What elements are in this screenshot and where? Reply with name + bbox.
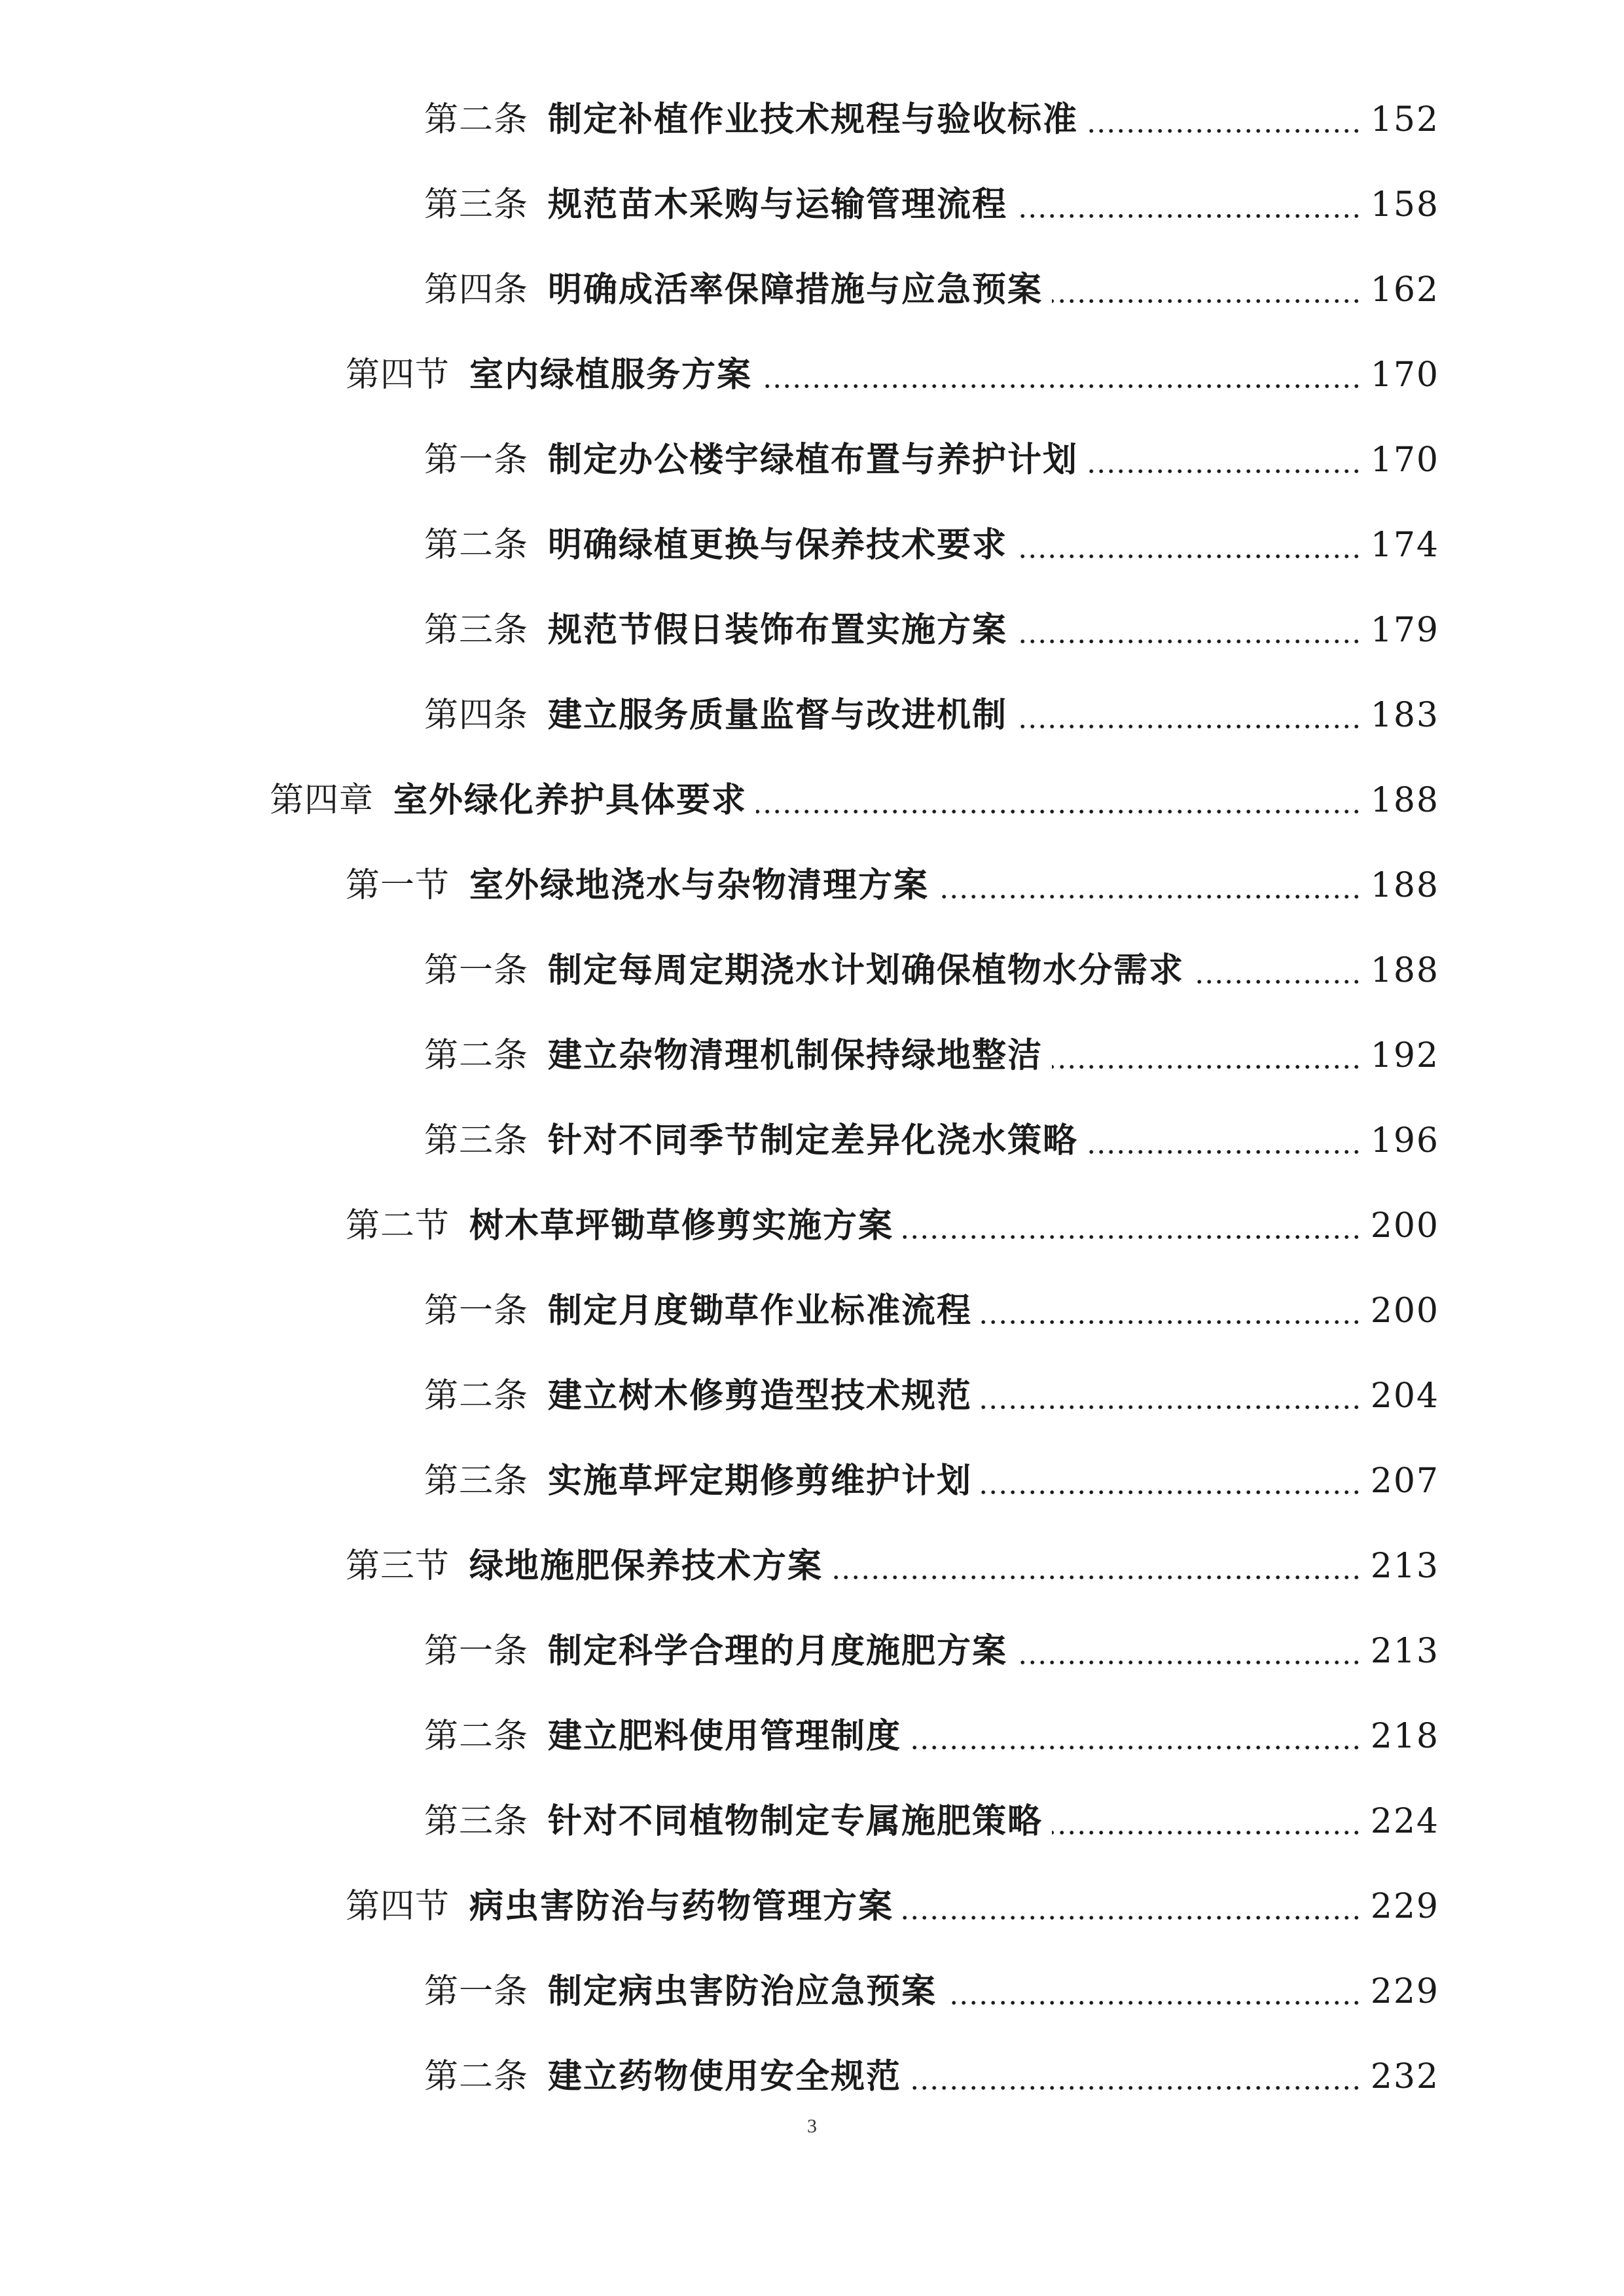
- toc-entry-number: 第一条: [424, 1291, 529, 1331]
- toc-entry[interactable]: [0, 1354, 1624, 1439]
- dot-leader: [1017, 554, 1362, 559]
- dot-leader: [1087, 128, 1362, 134]
- toc-entry-page: 229: [1370, 1887, 1439, 1926]
- toc-entry-title: 建立服务质量监督与改进机制: [548, 695, 1008, 735]
- toc-entry-number: 第二条: [424, 526, 529, 565]
- toc-entry-title: 室内绿植服务方案: [469, 355, 753, 395]
- toc-entry-title: 建立杂物清理机制保持绿地整洁: [548, 1035, 1043, 1075]
- toc-entry-page: 183: [1370, 696, 1439, 735]
- toc-entry-number: 第三条: [424, 1802, 529, 1841]
- toc-entry-page: 200: [1370, 1291, 1439, 1331]
- toc-entry-title: 明确成活率保障措施与应急预案: [548, 270, 1043, 310]
- toc-entry-number: 第四条: [424, 270, 529, 310]
- toc-entry[interactable]: [0, 1779, 1624, 1864]
- dot-leader: [1087, 469, 1362, 474]
- toc-entry-title: 室外绿化养护具体要求: [393, 780, 748, 820]
- toc-entry[interactable]: [0, 843, 1624, 928]
- toc-entry-number: 第一条: [424, 1632, 529, 1671]
- toc-entry-page: 179: [1370, 611, 1439, 650]
- toc-entry-page: 162: [1370, 270, 1439, 310]
- toc-entry-title: 建立树木修剪造型技术规范: [548, 1376, 973, 1416]
- toc-entry-number: 第四条: [424, 696, 529, 735]
- dot-leader: [1017, 1660, 1362, 1665]
- dot-leader: [761, 384, 1362, 389]
- toc-entry[interactable]: [0, 1098, 1624, 1183]
- toc-entry[interactable]: [0, 77, 1624, 162]
- dot-leader: [981, 1405, 1362, 1410]
- toc-entry-page: 188: [1370, 781, 1439, 820]
- toc-entry-title: 制定月度锄草作业标准流程: [548, 1291, 973, 1331]
- dot-leader: [1017, 639, 1362, 644]
- toc-entry[interactable]: [0, 2034, 1624, 2119]
- toc-entry-title: 制定办公楼宇绿植布置与养护计划: [548, 440, 1079, 480]
- toc-entry-page: 224: [1370, 1802, 1439, 1841]
- toc-entry-page: 207: [1370, 1462, 1439, 1501]
- dot-leader: [938, 894, 1362, 899]
- toc-entry-number: 第三条: [424, 1462, 529, 1501]
- toc-entry-page: 188: [1370, 951, 1439, 990]
- toc-entry-title: 实施草坪定期修剪维护计划: [548, 1461, 973, 1501]
- toc-entry-title: 树木草坪锄草修剪实施方案: [469, 1206, 894, 1246]
- toc-entry-page: 232: [1370, 2057, 1439, 2096]
- toc-entry-page: 188: [1370, 866, 1439, 905]
- toc-entry[interactable]: [0, 247, 1624, 332]
- toc-entry-page: 170: [1370, 440, 1439, 480]
- toc-entry[interactable]: [0, 1268, 1624, 1354]
- toc-entry[interactable]: [0, 1013, 1624, 1098]
- toc-entry-page: 204: [1370, 1376, 1439, 1416]
- toc-entry-number: 第三条: [424, 1121, 529, 1160]
- toc-entry[interactable]: [0, 1949, 1624, 2034]
- toc-entry[interactable]: [0, 673, 1624, 758]
- dot-leader: [1193, 979, 1362, 984]
- toc-entry-number: 第一条: [424, 1972, 529, 2011]
- toc-entry[interactable]: [0, 1439, 1624, 1524]
- dot-leader: [946, 2000, 1362, 2005]
- dot-leader: [1087, 1149, 1362, 1155]
- toc-entry-title: 规范节假日装饰布置实施方案: [548, 610, 1008, 650]
- toc-entry-title: 针对不同植物制定专属施肥策略: [548, 1801, 1043, 1841]
- dot-leader: [903, 1915, 1362, 1920]
- dot-leader: [1052, 1064, 1362, 1069]
- toc-entry-number: 第二条: [424, 1376, 529, 1416]
- toc-entry[interactable]: [0, 928, 1624, 1013]
- toc-entry-page: 200: [1370, 1206, 1439, 1246]
- toc-entry-page: 170: [1370, 355, 1439, 395]
- toc-entry-number: 第三节: [346, 1547, 450, 1586]
- toc-entry-page: 213: [1370, 1632, 1439, 1671]
- dot-leader: [981, 1490, 1362, 1495]
- toc-entry-title: 制定补植作业技术规程与验收标准: [548, 99, 1079, 139]
- toc-entry-page: 152: [1370, 100, 1439, 139]
- toc-entry[interactable]: [0, 1864, 1624, 1949]
- dot-leader: [903, 1234, 1362, 1240]
- toc-entry-title: 室外绿地浇水与杂物清理方案: [469, 865, 929, 905]
- toc-entry[interactable]: [0, 162, 1624, 247]
- toc-entry-title: 制定科学合理的月度施肥方案: [548, 1631, 1008, 1671]
- toc-entry-page: 213: [1370, 1547, 1439, 1586]
- toc-entry-page: 192: [1370, 1036, 1439, 1075]
- toc-entry-title: 规范苗木采购与运输管理流程: [548, 185, 1008, 224]
- toc-entry-number: 第四节: [346, 355, 450, 395]
- toc-entry-number: 第二条: [424, 100, 529, 139]
- table-of-contents: [0, 77, 1624, 2119]
- toc-entry-page: 196: [1370, 1121, 1439, 1160]
- toc-entry-number: 第三条: [424, 611, 529, 650]
- toc-entry-number: 第二条: [424, 2057, 529, 2096]
- toc-entry-number: 第一节: [346, 866, 450, 905]
- dot-leader: [1052, 298, 1362, 304]
- toc-entry-title: 制定每周定期浇水计划确保植物水分需求: [548, 950, 1185, 990]
- toc-entry-number: 第一条: [424, 951, 529, 990]
- toc-entry-title: 建立药物使用安全规范: [548, 2056, 902, 2096]
- toc-entry[interactable]: [0, 588, 1624, 673]
- toc-entry-number: 第三条: [424, 185, 529, 224]
- toc-entry[interactable]: [0, 1183, 1624, 1268]
- toc-entry[interactable]: [0, 1524, 1624, 1609]
- toc-entry[interactable]: [0, 1694, 1624, 1779]
- toc-entry[interactable]: [0, 1609, 1624, 1694]
- toc-entry[interactable]: [0, 332, 1624, 418]
- page-number: 3: [807, 2115, 817, 2137]
- toc-entry-number: 第四章: [270, 781, 374, 820]
- toc-entry-title: 建立肥料使用管理制度: [548, 1716, 902, 1756]
- toc-entry-page: 158: [1370, 185, 1439, 224]
- toc-entry-page: 229: [1370, 1972, 1439, 2011]
- dot-leader: [911, 1745, 1362, 1750]
- dot-leader: [832, 1575, 1362, 1580]
- dot-leader: [1017, 213, 1362, 219]
- dot-leader: [1052, 1830, 1362, 1835]
- dot-leader: [756, 809, 1362, 814]
- toc-entry-chapter[interactable]: [0, 758, 1624, 843]
- toc-entry-title: 明确绿植更换与保养技术要求: [548, 525, 1008, 565]
- toc-entry-title: 病虫害防治与药物管理方案: [469, 1886, 894, 1926]
- dot-leader: [1017, 724, 1362, 729]
- toc-entry-title: 针对不同季节制定差异化浇水策略: [548, 1121, 1079, 1160]
- toc-entry-page: 218: [1370, 1717, 1439, 1756]
- toc-entry-number: 第二条: [424, 1036, 529, 1075]
- toc-entry-title: 制定病虫害防治应急预案: [548, 1971, 937, 2011]
- toc-entry[interactable]: [0, 503, 1624, 588]
- dot-leader: [911, 2085, 1362, 2090]
- toc-entry-number: 第二条: [424, 1717, 529, 1756]
- toc-entry-number: 第一条: [424, 440, 529, 480]
- toc-entry-page: 174: [1370, 526, 1439, 565]
- toc-entry-title: 绿地施肥保养技术方案: [469, 1546, 823, 1586]
- dot-leader: [981, 1319, 1362, 1325]
- toc-entry-number: 第四节: [346, 1887, 450, 1926]
- toc-entry-number: 第二节: [346, 1206, 450, 1246]
- toc-entry[interactable]: [0, 418, 1624, 503]
